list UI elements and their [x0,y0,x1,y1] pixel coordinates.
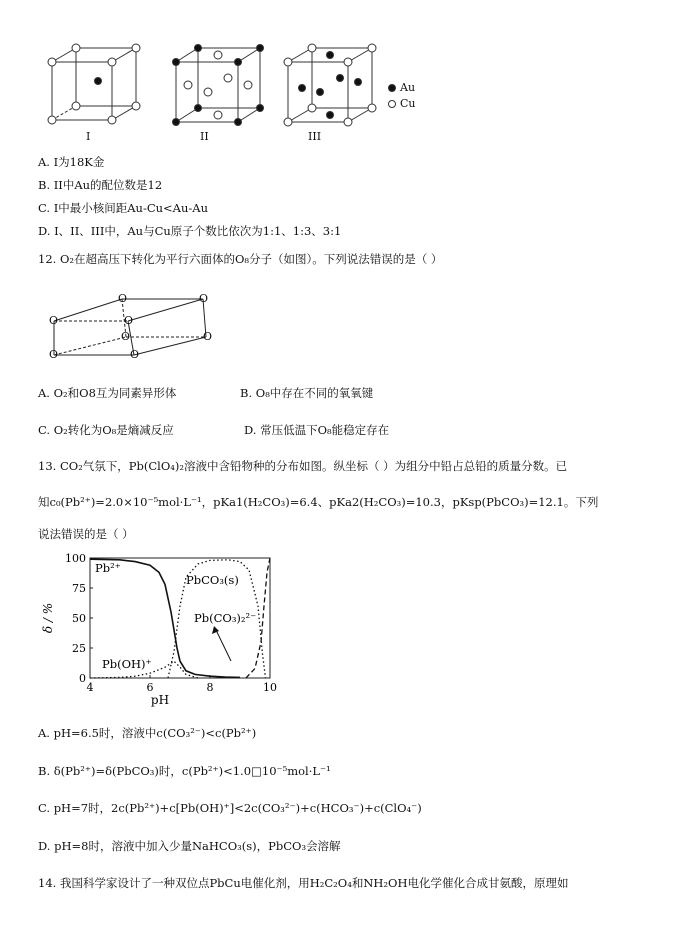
x-tick-label: 8 [206,681,214,694]
y-tick-label: 100 [65,552,86,565]
q12-option-a: A. O₂和O8互为同素异形体 [38,386,177,400]
legend-cu-label: Cu [400,97,416,110]
q13-option-b: B. δ(Pb²⁺)=δ(PbCO₃)时，c(Pb²⁺)<1.0□10⁻⁵mol·L⁻¹ [38,764,331,778]
crystal-structure-figure [40,40,460,150]
y-tick-label: 50 [72,612,86,625]
q12-stem: 12. O₂在超高压下转化为平行六面体的O₈分子（如图）。下列说法错误的是（ ） [38,252,443,266]
legend-cu-marker [389,101,396,108]
y-tick-label: 75 [72,582,86,595]
figure-label-II: II [200,130,209,143]
q13-option-a: A. pH=6.5时，溶液中c(CO₃²⁻)<c(Pb²⁺) [38,726,257,740]
q13-option-d: D. pH=8时，溶液中加入少量NaHCO₃(s)，PbCO₃会溶解 [38,839,341,853]
q13-option-c: C. pH=7时，2c(Pb²⁺)+c[Pb(OH)⁺]<2c(CO₃²⁻)+c(HCO₃⁻)+c(ClO₄⁻) [38,801,422,815]
q12-option-d: D. 常压低温下O₈能稳定存在 [244,423,390,437]
o8-atom-5: O [49,348,59,361]
q11-option-b: B. II中Au的配位数是12 [38,178,163,192]
o8-atom-2: O [118,292,128,305]
y-axis-label: δ / % [41,602,55,634]
q12-option-b: B. O₈中存在不同的氧氧键 [240,386,374,400]
legend-au-marker [389,85,396,92]
y-tick-label: 25 [72,642,86,655]
q11-option-a: A. I为18K金 [38,155,105,169]
q11-option-d: D. I、II、III中，Au与Cu原子个数比依次为1:1、1:3、3:1 [38,224,342,238]
q14-stem: 14. 我国科学家设计了一种双位点PbCu电催化剂，用H₂C₂O₄和NH₂OH电化学催化合成甘氨酸，原理如 [38,876,569,890]
x-tick-label: 4 [86,681,94,694]
x-tick-label: 10 [263,681,277,694]
crystal-cell-I [48,44,140,124]
x-axis-label: pH [150,693,170,707]
crystal-cell-II [173,45,264,126]
crystal-cell-III [284,44,376,126]
figure-label-III: III [308,130,322,143]
o8-atom-3: O [199,292,209,305]
annotation-arrow [216,630,231,661]
series-annotation: Pb²⁺ [95,561,121,575]
q13-stem-line2: 知c₀(Pb²⁺)=2.0×10⁻⁵mol·L⁻¹，pKa1(H₂CO₃)=6.4、pKa2(H₂CO₃)=10.3，pKsp(PbCO₃)=12.1。下列 [38,495,599,509]
series-annotation: Pb(OH)⁺ [102,657,152,671]
q12-option-c: C. O₂转化为O₈是熵减反应 [38,423,174,437]
q13-stem-line1: 13. CO₂气氛下，Pb(ClO₄)₂溶液中含铅物种的分布如图。纵坐标（ ）为组分中铅占总铅的质量分数。已 [38,459,568,473]
o8-atom-8: O [130,348,140,361]
o8-atom-4: O [124,314,134,327]
annotation-arrowhead [212,626,219,634]
legend-au-label: Au [400,81,416,94]
lead-species-distribution-chart [38,548,288,708]
series-annotation: Pb(CO₃)₂²⁻ [194,611,257,625]
y-tick-label: 0 [79,672,86,685]
series-annotation: PbCO₃(s) [186,573,239,587]
x-tick-label: 6 [146,681,154,694]
o8-atom-7: O [203,330,213,343]
o8-atom-6: O [121,330,131,343]
q13-stem-line3: 说法错误的是（ ） [38,527,134,541]
q11-option-c: C. I中最小核间距Au-Cu<Au-Au [38,201,208,215]
o8-atom-1: O [49,314,59,327]
figure-label-I: I [86,130,91,143]
